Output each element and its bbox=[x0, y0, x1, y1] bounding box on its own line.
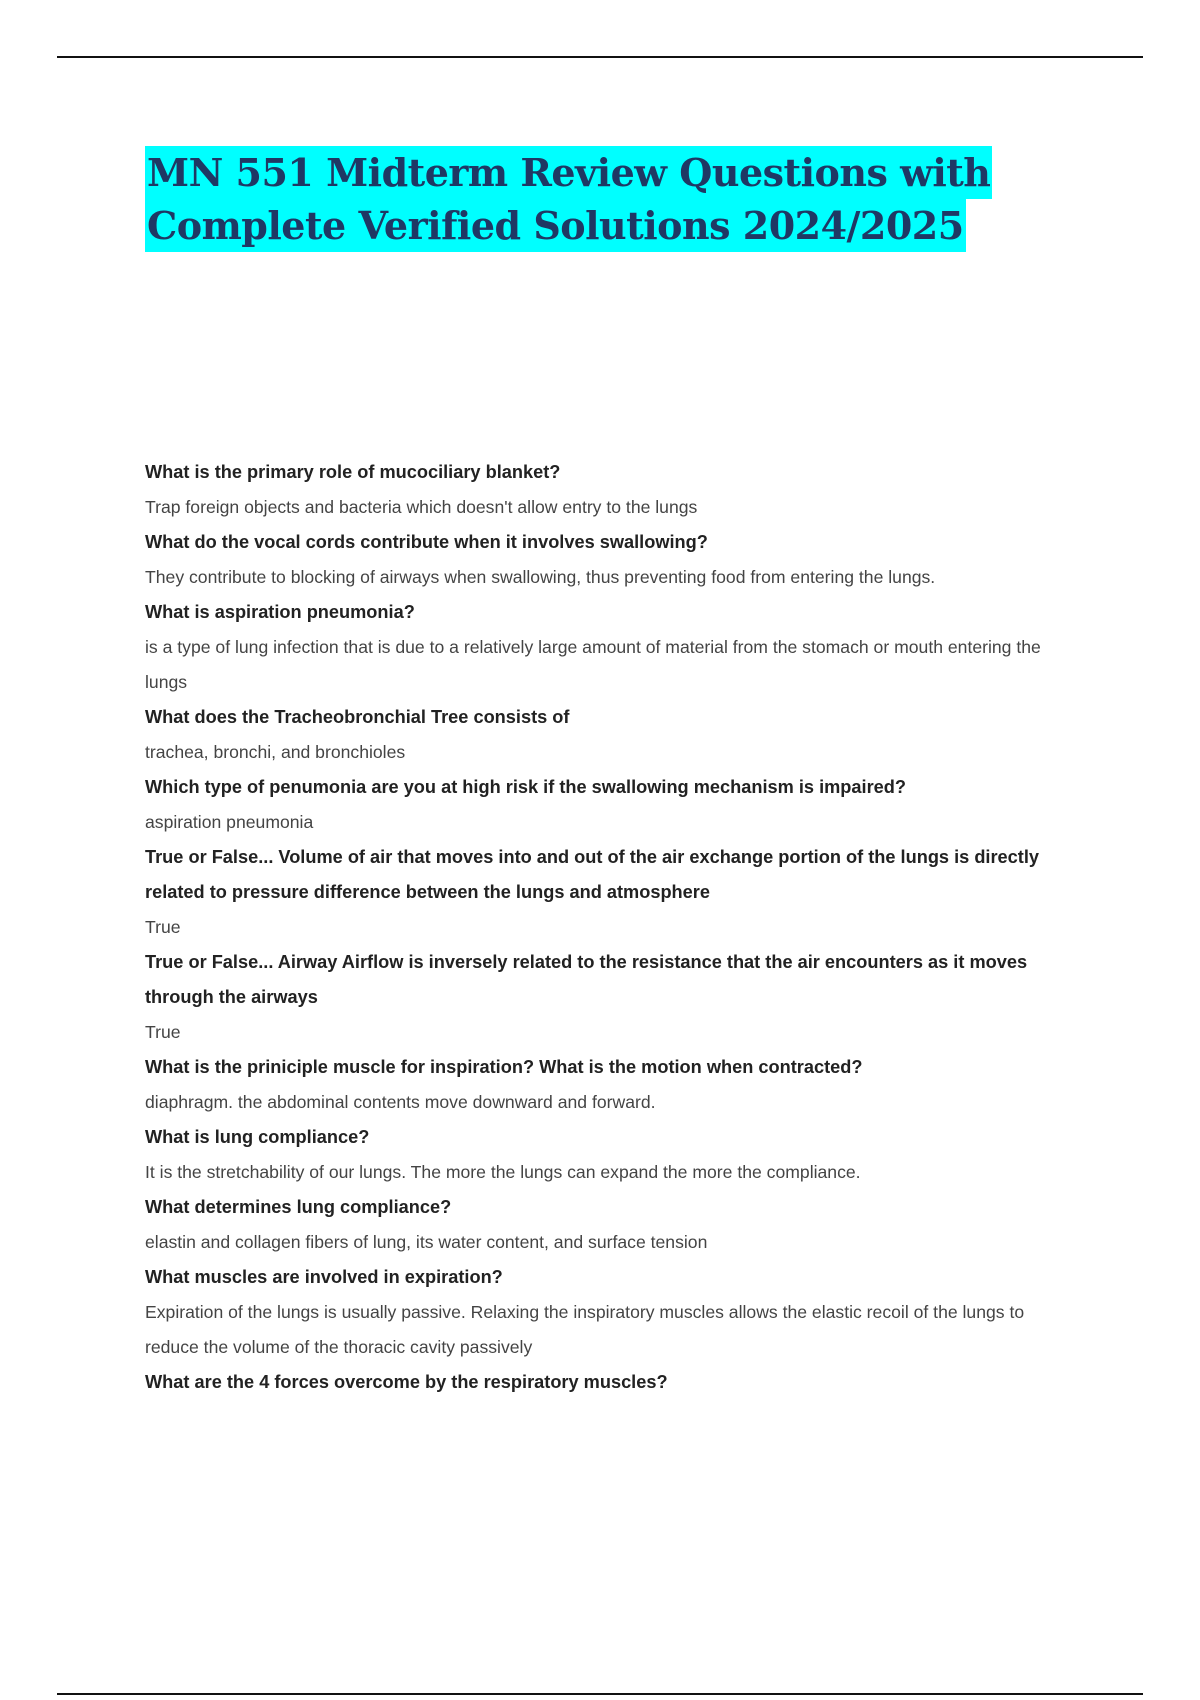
question-text: True or False... Volume of air that moves into and out of the air exchange portion of the lungs is directly related to pressure difference between the lungs and atmosphere bbox=[145, 847, 1040, 902]
question-text: What muscles are involved in expiration? bbox=[145, 1267, 503, 1287]
title-line-1: MN 551 Midterm Review Questions with bbox=[145, 146, 992, 199]
qa-item bbox=[145, 700, 1080, 770]
answer-text: diaphragm. the abdominal contents move downward and forward. bbox=[145, 1092, 656, 1112]
question-text: True or False... Airway Airflow is inversely related to the resistance that the air encounters as it moves through the airways bbox=[145, 952, 1028, 1007]
qa-item bbox=[145, 770, 1080, 840]
question-text: What are the 4 forces overcome by the respiratory muscles? bbox=[145, 1372, 668, 1392]
question-text: What is the primary role of mucociliary blanket? bbox=[145, 462, 561, 482]
question-text: What determines lung compliance? bbox=[145, 1197, 452, 1217]
footer-rule bbox=[57, 1693, 1143, 1695]
question-text: What do the vocal cords contribute when it involves swallowing? bbox=[145, 532, 708, 552]
answer-text: is a type of lung infection that is due to a relatively large amount of material from the stomach or mouth entering the lungs bbox=[145, 637, 1041, 692]
qa-item bbox=[145, 1050, 1080, 1120]
qa-item bbox=[145, 840, 1080, 945]
question-text: What is the priniciple muscle for inspiration? What is the motion when contracted? bbox=[145, 1057, 863, 1077]
answer-text: trachea, bronchi, and bronchioles bbox=[145, 742, 406, 762]
question-text: What is aspiration pneumonia? bbox=[145, 602, 415, 622]
qa-item bbox=[145, 455, 1080, 525]
qa-item bbox=[145, 1365, 1080, 1400]
question-text: Which type of penumonia are you at high risk if the swallowing mechanism is impaired? bbox=[145, 777, 906, 797]
qa-item bbox=[145, 1260, 1080, 1365]
answer-text: They contribute to blocking of airways when swallowing, thus preventing food from entering the lungs. bbox=[145, 567, 936, 587]
qa-item bbox=[145, 945, 1080, 1050]
qa-item bbox=[145, 1190, 1080, 1260]
answer-text: Trap foreign objects and bacteria which doesn't allow entry to the lungs bbox=[145, 497, 698, 517]
question-text: What does the Tracheobronchial Tree consists of bbox=[145, 707, 570, 727]
qa-item bbox=[145, 1120, 1080, 1190]
question-text: What is lung compliance? bbox=[145, 1127, 370, 1147]
qa-list bbox=[145, 455, 1080, 1400]
answer-text: True bbox=[145, 1022, 181, 1042]
document-title bbox=[145, 146, 1045, 252]
answer-text: It is the stretchability of our lungs. The more the lungs can expand the more the compliance. bbox=[145, 1162, 861, 1182]
answer-text: True bbox=[145, 917, 181, 937]
answer-text: elastin and collagen fibers of lung, its water content, and surface tension bbox=[145, 1232, 708, 1252]
answer-text: aspiration pneumonia bbox=[145, 812, 314, 832]
title-line-2: Complete Verified Solutions 2024/2025 bbox=[145, 199, 966, 252]
qa-item bbox=[145, 525, 1080, 595]
header-rule bbox=[57, 56, 1143, 58]
qa-item bbox=[145, 595, 1080, 700]
answer-text: Expiration of the lungs is usually passive. Relaxing the inspiratory muscles allows the elastic recoil of the lungs to reduce the volume of the thoracic cavity passively bbox=[145, 1302, 1025, 1357]
